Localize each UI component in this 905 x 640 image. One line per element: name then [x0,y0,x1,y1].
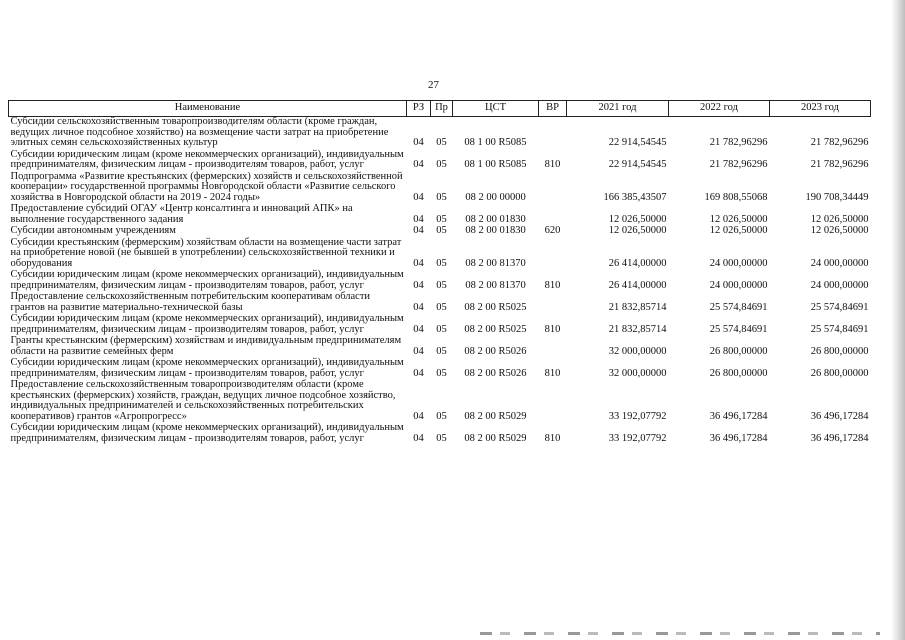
table-row [9,380,871,423]
row-name: Субсидии юридическим лицам (кроме некоммерческих организаций), индивидуальным предпринимателям, физическим лицам - производителям товаров, работ, услуг [10,357,404,379]
header-vr: ВР [539,101,567,117]
row-rz: 04 [413,191,424,203]
row-2023: 12 026,50000 [810,213,869,225]
header-2022: 2022 год [669,101,770,117]
scan-edge-shadow [891,0,905,640]
row-pr: 05 [436,301,447,313]
row-2023: 36 496,17284 [810,410,869,422]
row-rz: 04 [413,213,424,225]
row-name: Субсидии автономным учреждениям [10,225,176,236]
row-2022: 21 782,96296 [709,159,768,170]
table-row [9,204,871,226]
row-rz: 04 [413,301,424,313]
table-row [9,314,871,336]
header-2021: 2021 год [567,101,669,117]
row-name: Субсидии юридическим лицам (кроме некоммерческих организаций), индивидуальным предпринимателям, физическим лицам - производителям товаров, работ, услуг [10,148,404,170]
row-2022: 21 782,96296 [709,137,768,148]
row-2023: 26 800,00000 [810,367,869,379]
row-vr: 810 [544,279,561,291]
row-2021: 32 000,00000 [608,345,667,357]
table-row [9,150,871,172]
row-name: Предоставление субсидий ОГАУ «Центр консалтинга и инноваций АПК» на выполнение государственного задания [10,203,353,225]
row-name: Субсидии крестьянским (фермерским) хозяйствам области на возмещение части затрат на приобретение новой (не бывшей в употреблении) сельскохозяйственной техники и оборудования [10,236,402,269]
row-2021: 22 914,54545 [608,137,667,148]
row-vr [539,204,567,226]
row-2022: 24 000,00000 [709,279,768,291]
row-pr: 05 [436,323,447,335]
row-rz: 04 [413,137,424,148]
table-row [9,172,871,205]
table-row [9,117,871,150]
row-pr: 05 [436,159,447,170]
budget-table [8,100,871,445]
page-number: 27 [428,79,439,91]
row-2021: 26 414,00000 [608,257,667,269]
table-row [9,358,871,380]
row-cst: 08 2 00 R5029 [464,432,527,444]
row-2022: 169 808,55068 [704,191,768,203]
row-rz: 04 [413,367,424,379]
row-2021: 33 192,07792 [608,432,667,444]
row-2021: 21 832,85714 [608,301,667,313]
row-rz: 04 [413,279,424,291]
row-vr [539,238,567,271]
row-pr: 05 [436,410,447,422]
row-2022: 12 026,50000 [709,213,768,225]
row-pr: 05 [436,191,447,203]
row-2022: 36 496,17284 [709,410,768,422]
row-2021: 21 832,85714 [608,323,667,335]
row-2021: 166 385,43507 [603,191,667,203]
row-rz: 04 [413,159,424,170]
row-pr: 05 [436,257,447,269]
row-vr: 810 [544,159,561,170]
row-2021: 32 000,00000 [608,367,667,379]
header-2023: 2023 год [770,101,871,117]
row-pr: 05 [436,279,447,291]
row-pr: 05 [436,137,447,148]
header-name: Наименование [9,101,407,117]
row-pr: 05 [436,213,447,225]
table-row [9,238,871,271]
table-row [9,270,871,292]
row-vr: 620 [544,225,561,236]
row-rz: 04 [413,432,424,444]
row-vr [539,380,567,423]
row-2022: 12 026,50000 [709,225,768,236]
row-cst: 08 2 00 01830 [465,225,526,236]
row-cst: 08 2 00 R5029 [464,410,527,422]
table-row [9,292,871,314]
row-2023: 36 496,17284 [810,432,869,444]
row-2023: 24 000,00000 [810,279,869,291]
row-vr [539,292,567,314]
header-cst: ЦСТ [453,101,539,117]
table-row [9,226,871,238]
row-2023: 21 782,96296 [810,159,869,170]
row-2022: 25 574,84691 [709,301,768,313]
row-name: Предоставление сельскохозяйственным потребительским кооперативам области грантов на развитие материально-технической базы [10,291,371,313]
row-vr: 810 [544,323,561,335]
row-cst: 08 2 00 R5026 [464,367,527,379]
row-cst: 08 2 00 81370 [465,257,526,269]
row-cst: 08 2 00 00000 [465,191,526,203]
row-vr [539,336,567,358]
row-name: Субсидии юридическим лицам (кроме некоммерческих организаций), индивидуальным предпринимателям, физическим лицам - производителям товаров, работ, услуг [10,422,404,444]
row-name: Субсидии юридическим лицам (кроме некоммерческих организаций), индивидуальным предпринимателям, физическим лицам - производителям товаров, работ, услуг [10,313,404,335]
row-vr [539,172,567,205]
row-2021: 12 026,50000 [608,213,667,225]
row-cst: 08 2 00 81370 [465,279,526,291]
row-2021: 12 026,50000 [608,225,667,236]
table-row [9,336,871,358]
row-2023: 26 800,00000 [810,345,869,357]
row-rz: 04 [413,323,424,335]
row-name: Гранты крестьянским (фермерским) хозяйствам и индивидуальным предпринимателям области на развитие семейных ферм [10,335,402,357]
row-cst: 08 2 00 01830 [465,213,526,225]
row-vr [539,117,567,150]
row-2022: 26 800,00000 [709,345,768,357]
row-rz: 04 [413,345,424,357]
row-cst: 08 2 00 R5025 [464,323,527,335]
row-name: Субсидии сельскохозяйственным товаропроизводителям области (кроме граждан, ведущих личное подсобное хозяйство) на возмещение части затрат на приобретение элитных семян сельскохозяйственных культур [10,116,389,148]
row-2023: 25 574,84691 [810,301,869,313]
row-2023: 24 000,00000 [810,257,869,269]
row-cst: 08 1 00 R5085 [464,159,527,170]
row-name: Предоставление сельскохозяйственным товаропроизводителям области (кроме крестьянских (фермерских) хозяйств, граждан, ведущих личное подсобное хозяйство, индивидуальных предпринимателей и сельскохозяйственных потребительских кооперативов) грантов «Агропрогресс» [10,379,396,422]
row-cst: 08 2 00 R5025 [464,301,527,313]
row-vr: 810 [544,367,561,379]
row-2023: 12 026,50000 [810,225,869,236]
table-row [9,423,871,445]
row-2023: 25 574,84691 [810,323,869,335]
header-pr: Пр [431,101,453,117]
row-rz: 04 [413,225,424,236]
row-name: Субсидии юридическим лицам (кроме некоммерческих организаций), индивидуальным предпринимателям, физическим лицам - производителям товаров, работ, услуг [10,269,404,291]
row-pr: 05 [436,367,447,379]
row-cst: 08 2 00 R5026 [464,345,527,357]
row-vr: 810 [544,432,561,444]
row-2022: 25 574,84691 [709,323,768,335]
scan-bottom-artifact [480,632,880,635]
row-cst: 08 1 00 R5085 [464,137,527,148]
row-2023: 21 782,96296 [810,137,869,148]
header-rz: РЗ [407,101,431,117]
row-2022: 36 496,17284 [709,432,768,444]
row-pr: 05 [436,345,447,357]
table-header-row [9,101,871,117]
row-2022: 24 000,00000 [709,257,768,269]
row-2022: 26 800,00000 [709,367,768,379]
row-2023: 190 708,34449 [805,191,869,203]
row-2021: 33 192,07792 [608,410,667,422]
row-pr: 05 [436,225,447,236]
row-2021: 22 914,54545 [608,159,667,170]
row-name: Подпрограмма «Развитие крестьянских (фермерских) хозяйств и сельскохозяйственной кооперации» государственной программы Новгородской области «Развитие сельского хозяйства в Новгородской области на 2019 - 2024 годы» [10,170,403,203]
row-2021: 26 414,00000 [608,279,667,291]
row-pr: 05 [436,432,447,444]
row-rz: 04 [413,257,424,269]
row-rz: 04 [413,410,424,422]
